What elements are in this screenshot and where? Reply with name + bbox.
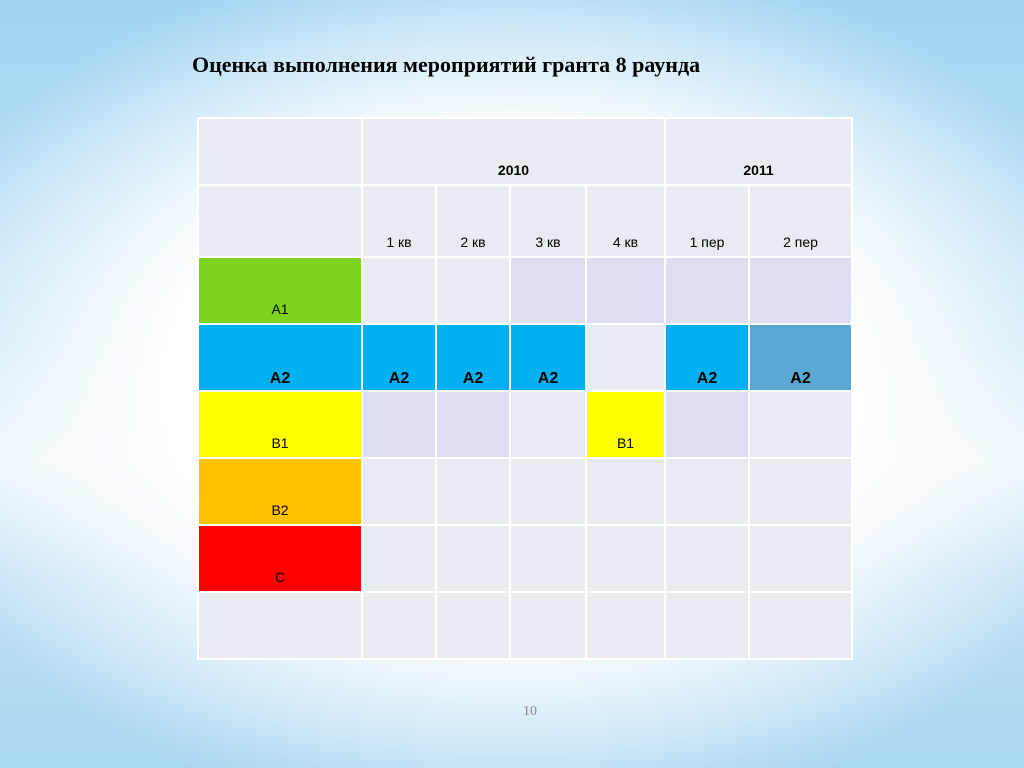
table-cell: А2 bbox=[510, 324, 586, 391]
table-cell bbox=[586, 324, 665, 391]
table-cell bbox=[510, 525, 586, 592]
table-cell bbox=[749, 592, 852, 659]
table-cell bbox=[362, 391, 436, 458]
table-cell bbox=[436, 592, 510, 659]
table-row bbox=[198, 458, 852, 525]
table-cell bbox=[665, 592, 749, 659]
table-cell bbox=[749, 257, 852, 324]
period-header: 2 пер bbox=[749, 185, 852, 257]
table-cell bbox=[362, 257, 436, 324]
corner-cell bbox=[198, 118, 362, 185]
period-header: 1 пер bbox=[665, 185, 749, 257]
table-row bbox=[198, 324, 852, 391]
row-label-cell: А2 bbox=[198, 324, 362, 391]
period-header: 4 кв bbox=[586, 185, 665, 257]
table-cell bbox=[665, 257, 749, 324]
table-cell: А2 bbox=[749, 324, 852, 391]
table-cell bbox=[510, 592, 586, 659]
table-cell bbox=[665, 525, 749, 592]
table-cell bbox=[436, 525, 510, 592]
table-cell bbox=[749, 525, 852, 592]
table-cell bbox=[586, 257, 665, 324]
table-cell bbox=[436, 257, 510, 324]
table-cell bbox=[665, 391, 749, 458]
table-row bbox=[198, 592, 852, 659]
table-cell: А2 bbox=[436, 324, 510, 391]
table-cell: А2 bbox=[665, 324, 749, 391]
table-cell bbox=[586, 458, 665, 525]
table-cell: А2 bbox=[362, 324, 436, 391]
table-cell bbox=[510, 257, 586, 324]
table-cell bbox=[436, 458, 510, 525]
row-label-cell: А1 bbox=[198, 257, 362, 324]
table-row bbox=[198, 525, 852, 592]
table-cell bbox=[362, 458, 436, 525]
year-header-row bbox=[198, 118, 852, 185]
row-label-cell: В1 bbox=[198, 391, 362, 458]
table-row bbox=[198, 391, 852, 458]
page-number: 10 bbox=[523, 704, 537, 719]
table-cell bbox=[510, 391, 586, 458]
period-header: 2 кв bbox=[436, 185, 510, 257]
table-cell bbox=[436, 391, 510, 458]
table-cell bbox=[665, 458, 749, 525]
table-cell bbox=[362, 525, 436, 592]
row-label-cell bbox=[198, 592, 362, 659]
corner-cell bbox=[198, 185, 362, 257]
table-cell bbox=[586, 525, 665, 592]
period-header: 3 кв bbox=[510, 185, 586, 257]
table-row bbox=[198, 257, 852, 324]
table-cell bbox=[749, 458, 852, 525]
table-cell: В1 bbox=[586, 391, 665, 458]
year-header-2011: 2011 bbox=[665, 118, 852, 185]
year-header-2010: 2010 bbox=[362, 118, 665, 185]
table-cell bbox=[586, 592, 665, 659]
slide-title: Оценка выполнения мероприятий гранта 8 раунда bbox=[192, 52, 701, 77]
table-cell bbox=[749, 391, 852, 458]
period-header: 1 кв bbox=[362, 185, 436, 257]
period-header-row bbox=[198, 185, 852, 257]
row-label-cell: В2 bbox=[198, 458, 362, 525]
table-cell bbox=[362, 592, 436, 659]
grant-evaluation-table bbox=[197, 117, 853, 660]
row-label-cell: С bbox=[198, 525, 362, 592]
table-cell bbox=[510, 458, 586, 525]
